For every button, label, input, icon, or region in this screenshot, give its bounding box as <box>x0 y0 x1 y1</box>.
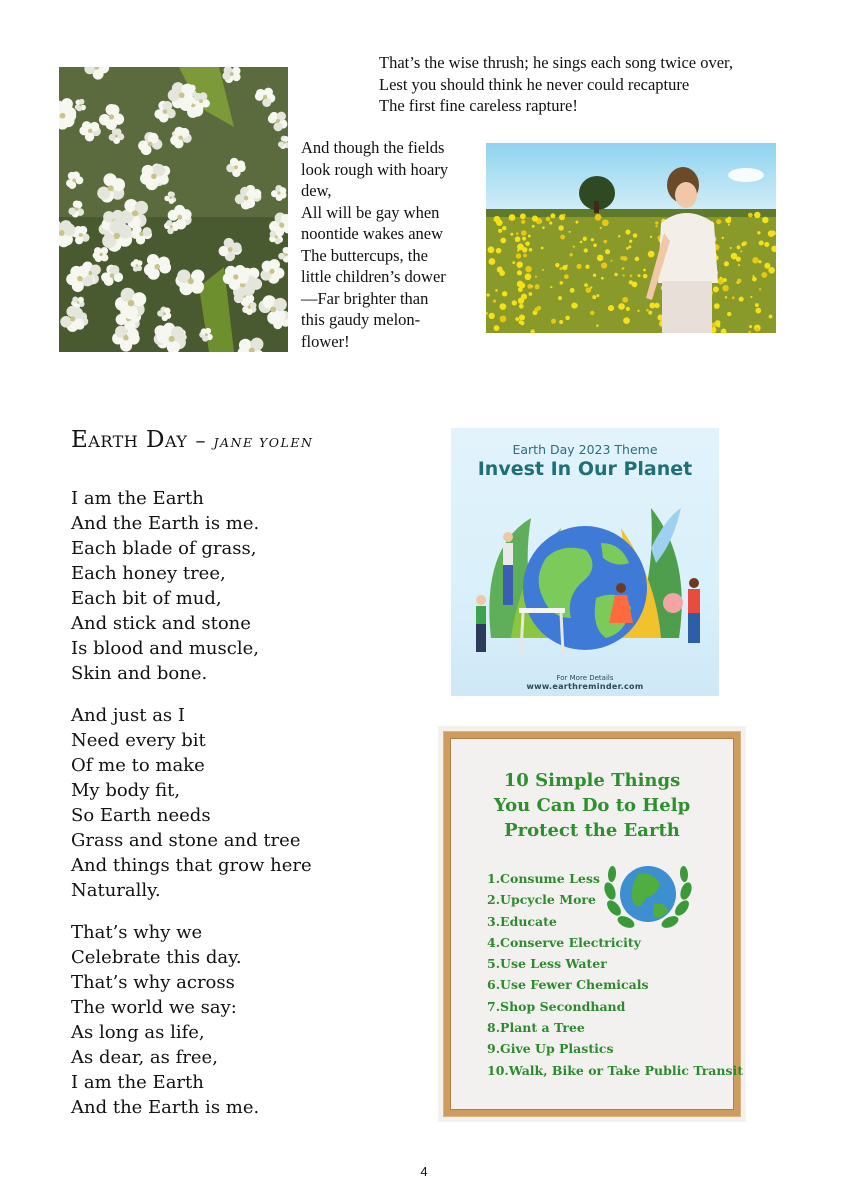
poem-line: Is blood and muscle, <box>71 638 259 659</box>
poem-heading <box>71 427 313 453</box>
field-illustration <box>486 143 776 333</box>
earth-day-poster <box>451 428 719 696</box>
poem-line: The buttercups, the <box>301 245 428 265</box>
frame-title <box>438 768 746 843</box>
poem-line: Each bit of mud, <box>71 588 222 609</box>
list-item: 6.Use Fewer Chemicals <box>487 977 649 993</box>
poem-title: Earth Day <box>71 427 188 453</box>
list-item: 10.Walk, Bike or Take Public Transit <box>487 1062 744 1078</box>
poem-line: And the Earth is me. <box>71 1097 260 1118</box>
poem-line: Each blade of grass, <box>71 538 257 559</box>
poem-line: Celebrate this day. <box>71 947 242 968</box>
poem-line: Skin and bone. <box>71 663 208 684</box>
fields-stanza <box>301 137 476 352</box>
poem-line: My body fit, <box>71 780 181 801</box>
poem-line: I am the Earth <box>71 488 204 509</box>
list-item: 8.Plant a Tree <box>487 1020 585 1036</box>
poem-line: And though the fields <box>301 138 445 157</box>
poem-line: And stick and stone <box>71 613 251 634</box>
poem-line: And the Earth is me. <box>71 513 260 534</box>
blossom-photo <box>59 67 288 352</box>
poster-title: Invest In Our Planet <box>477 458 693 480</box>
poem-line: Each honey tree, <box>71 563 226 584</box>
poem-line: So Earth needs <box>71 805 211 826</box>
frame-title-line: Protect the Earth <box>504 820 680 841</box>
poem-line: Lest you should think he never could recapture <box>379 74 690 94</box>
poem-line: The first fine careless rapture! <box>379 96 578 115</box>
frame-title-line: You Can Do to Help <box>493 795 691 816</box>
stanza-1 <box>71 486 259 686</box>
poem-line: noontide wakes anew <box>301 224 444 243</box>
poem-line: All will be gay when <box>301 202 440 222</box>
page-number: 4 <box>420 1164 428 1179</box>
poem-line: That’s the wise thrush; he sings each song twice over, <box>379 53 734 72</box>
stanza-3 <box>71 920 259 1120</box>
list-item: 9.Give Up Plastics <box>487 1041 614 1057</box>
planet-illustration <box>451 488 719 668</box>
list-item: 7.Shop Secondhand <box>487 998 626 1014</box>
list-item: 5.Use Less Water <box>487 956 607 972</box>
poem-line: Of me to make <box>71 755 205 776</box>
poster-more-details: For More Details <box>556 674 614 682</box>
poem-line: Grass and stone and tree <box>71 830 301 851</box>
poem-line: —Far brighter than <box>301 288 429 308</box>
poem-line: flower! <box>301 331 350 351</box>
list-item: 3.Educate <box>487 913 557 929</box>
poem-line: That’s why we <box>71 922 203 943</box>
frame-title-line: 10 Simple Things <box>503 770 681 791</box>
poem-line: That’s why across <box>71 972 235 993</box>
poem-line: As dear, as free, <box>71 1047 218 1068</box>
title-dash: – <box>195 428 206 452</box>
poem-author: JANE YOLEN <box>213 435 314 450</box>
poem-line: this gaudy melon- <box>301 310 421 329</box>
thrush-stanza <box>379 52 733 117</box>
tips-list <box>487 868 743 1081</box>
poem-line: Need every bit <box>71 730 206 751</box>
poem-line: And things that grow here <box>71 855 312 876</box>
earth-tips-frame <box>438 726 746 1122</box>
poem-line: look rough with hoary <box>301 159 449 179</box>
poem-line: I am the Earth <box>71 1072 204 1093</box>
stanza-2 <box>71 703 312 903</box>
poem-line: As long as life, <box>71 1022 205 1043</box>
poem-line: little children’s dower <box>301 267 446 286</box>
poster-url: www.earthreminder.com <box>526 682 644 691</box>
blossom-illustration <box>59 67 288 352</box>
poem-line: The world we say: <box>71 997 237 1018</box>
list-item: 4.Conserve Electricity <box>487 934 641 950</box>
list-item: 1.Consume Less <box>487 871 600 886</box>
poster-subtitle: Earth Day 2023 Theme <box>512 442 658 457</box>
poem-line: And just as I <box>71 705 186 726</box>
buttercup-field-photo <box>486 143 776 333</box>
poem-line: dew, <box>301 181 332 200</box>
poem-line: Naturally. <box>71 880 161 901</box>
list-item: 2.Upcycle More <box>487 892 596 908</box>
